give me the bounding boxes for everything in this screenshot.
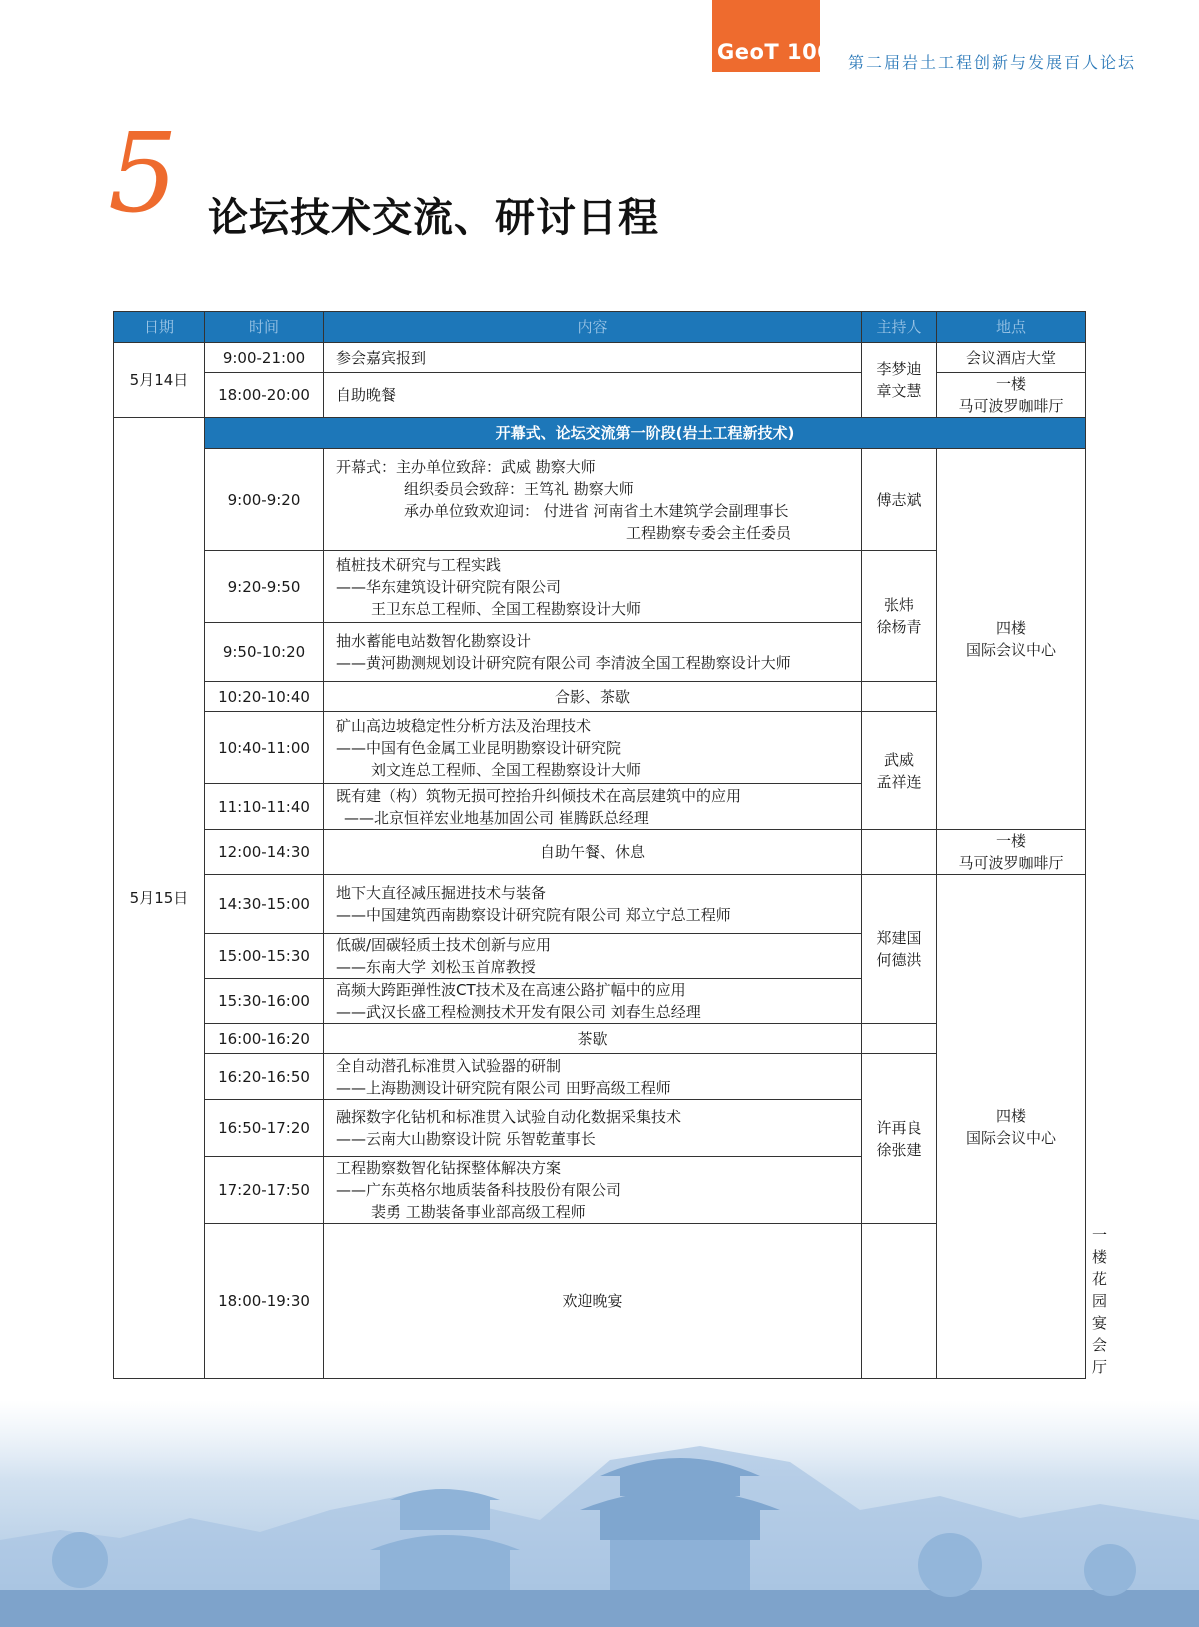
content-line: 高频大跨距弹性波CT技术及在高速公路扩幅中的应用 <box>336 981 686 999</box>
content-line: ——东南大学 刘松玉首席教授 <box>336 958 536 976</box>
content-line: ——武汉长盛工程检测技术开发有限公司 刘春生总经理 <box>336 1003 701 1021</box>
table-row <box>114 830 1086 875</box>
time-cell: 18:00-20:00 <box>205 373 324 418</box>
time-cell: 15:30-16:00 <box>205 979 324 1024</box>
content-cell <box>324 979 862 1024</box>
time-cell: 9:20-9:50 <box>205 551 324 623</box>
table-row <box>114 418 1086 449</box>
time-cell: 16:50-17:20 <box>205 1100 324 1157</box>
time-cell: 12:00-14:30 <box>205 830 324 875</box>
content-line: 刘文连总工程师、全国工程勘察设计大师 <box>371 760 642 779</box>
col-date: 日期 <box>114 312 205 343</box>
time-cell: 10:20-10:40 <box>205 682 324 712</box>
content-cell: 茶歇 <box>324 1024 862 1054</box>
content-line: 融探数字化钻机和标准贯入试验自动化数据采集技术 <box>336 1108 682 1126</box>
host-name: 张炜 <box>883 596 914 614</box>
host-name: 章文慧 <box>876 382 922 400</box>
col-time: 时间 <box>205 312 324 343</box>
host-name: 武威 <box>883 750 914 769</box>
section-number: 5 <box>108 109 178 237</box>
place-line: 一楼 <box>995 832 1026 850</box>
host-cell: 傅志斌 <box>862 449 937 551</box>
content-cell <box>324 875 862 934</box>
content-line: ——上海勘测设计研究院有限公司 田野高级工程师 <box>336 1078 671 1097</box>
table-row <box>114 343 1086 373</box>
content-line: ——云南大山勘察设计院 乐智乾董事长 <box>336 1130 596 1148</box>
section-title: 论坛技术交流、研讨日程 <box>208 195 659 241</box>
content-cell <box>324 784 862 830</box>
host-name: 何德洪 <box>876 951 922 969</box>
host-name: 郑建国 <box>876 929 922 947</box>
table-row <box>114 373 1086 418</box>
content-cell <box>324 712 862 784</box>
place-line: 马可波罗咖啡厅 <box>958 854 1064 872</box>
content-cell <box>324 1157 862 1224</box>
host-cell <box>862 1054 937 1224</box>
time-cell: 17:20-17:50 <box>205 1157 324 1224</box>
content-line: 植桩技术研究与工程实践 <box>336 555 502 574</box>
content-line: 矿山高边坡稳定性分析方法及治理技术 <box>336 716 592 735</box>
content-line: ——黄河勘测规划设计研究院有限公司 李清波全国工程勘察设计大师 <box>336 654 791 672</box>
col-host: 主持人 <box>862 312 937 343</box>
content-cell: 参会嘉宾报到 <box>324 343 862 373</box>
city-skyline-illustration <box>0 1400 1199 1627</box>
host-cell <box>862 1224 937 1379</box>
content-cell <box>324 1054 862 1100</box>
content-line: 承办单位致欢迎词： 付进省 河南省土木建筑学会副理事长 <box>404 501 789 520</box>
host-name: 徐杨青 <box>876 618 922 636</box>
forum-title: 第二届岩土工程创新与发展百人论坛 <box>848 53 1137 72</box>
table-row <box>114 449 1086 551</box>
place-line: 国际会议中心 <box>965 641 1056 659</box>
content-cell <box>324 1100 862 1157</box>
content-cell: 合影、茶歇 <box>324 682 862 712</box>
host-cell <box>862 1024 937 1054</box>
content-line: ——中国建筑西南勘察设计研究院有限公司 郑立宁总工程师 <box>336 906 731 924</box>
content-line: 抽水蓄能电站数智化勘察设计 <box>336 632 532 650</box>
content-line: 组织委员会致辞：王笃礼 勘察大师 <box>404 479 634 498</box>
table-row: 18:00-19:30 欢迎晚宴 一楼 花园宴会厅 <box>114 1224 1086 1379</box>
time-cell: 14:30-15:00 <box>205 875 324 934</box>
host-name: 孟祥连 <box>876 772 922 791</box>
place-cell <box>937 875 1086 1379</box>
time-cell: 16:20-16:50 <box>205 1054 324 1100</box>
schedule-table <box>113 311 1108 1379</box>
content-cell <box>324 934 862 979</box>
time-cell: 10:40-11:00 <box>205 712 324 784</box>
place-cell: 会议酒店大堂 <box>937 343 1086 373</box>
time-cell: 15:00-15:30 <box>205 934 324 979</box>
place-cell <box>937 373 1086 418</box>
place-cell <box>937 449 1086 830</box>
place-line: 马可波罗咖啡厅 <box>958 397 1064 415</box>
host-cell <box>862 712 937 830</box>
time-cell: 16:00-16:20 <box>205 1024 324 1054</box>
col-content: 内容 <box>324 312 862 343</box>
time-cell: 18:00-19:30 <box>205 1224 324 1379</box>
content-line: 低碳/固碳轻质土技术创新与应用 <box>336 936 552 954</box>
content-cell: 自助午餐、休息 <box>324 830 862 875</box>
host-name: 李梦迪 <box>876 360 922 378</box>
content-cell <box>324 623 862 682</box>
table-header-row <box>114 312 1086 343</box>
host-cell <box>862 343 937 418</box>
content-line: 既有建（构）筑物无损可控抬升纠倾技术在高层建筑中的应用 <box>336 786 742 805</box>
place-line: 一楼 <box>995 375 1026 393</box>
host-name: 徐张建 <box>876 1140 922 1159</box>
time-cell: 9:00-21:00 <box>205 343 324 373</box>
content-line: 王卫东总工程师、全国工程勘察设计大师 <box>371 599 642 618</box>
host-cell <box>862 682 937 712</box>
content-line: 工程勘察专委会主任委员 <box>626 523 792 542</box>
content-cell <box>324 551 862 623</box>
content-line: ——北京恒祥宏业地基加固公司 崔腾跃总经理 <box>344 808 649 827</box>
content-line: ——中国有色金属工业昆明勘察设计研究院 <box>336 738 622 757</box>
time-cell: 9:50-10:20 <box>205 623 324 682</box>
col-place: 地点 <box>937 312 1086 343</box>
place-line: 四楼 <box>995 1106 1026 1125</box>
place-cell <box>937 830 1086 875</box>
content-line: ——广东英格尔地质装备科技股份有限公司 <box>336 1181 622 1199</box>
place-line: 国际会议中心 <box>965 1128 1056 1147</box>
time-cell: 9:00-9:20 <box>205 449 324 551</box>
table-row <box>114 875 1086 934</box>
content-cell: 欢迎晚宴 <box>324 1224 862 1379</box>
content-cell: 自助晚餐 <box>324 373 862 418</box>
content-line: 地下大直径减压掘进技术与装备 <box>336 884 547 902</box>
content-line: 全自动潜孔标准贯入试验器的研制 <box>336 1056 562 1075</box>
content-cell <box>324 449 862 551</box>
time-cell: 11:10-11:40 <box>205 784 324 830</box>
content-line: ——华东建筑设计研究院有限公司 <box>336 577 562 596</box>
session-title: 开幕式、论坛交流第一阶段(岩土工程新技术) <box>205 418 1086 449</box>
host-name: 许再良 <box>876 1118 922 1137</box>
place-line: 四楼 <box>995 619 1026 637</box>
date-cell: 5月14日 <box>114 343 205 418</box>
host-cell <box>862 551 937 682</box>
content-line: 工程勘察数智化钻探整体解决方案 <box>336 1159 562 1177</box>
host-cell <box>862 830 937 875</box>
date-cell: 5月15日 <box>114 418 205 1379</box>
content-line: 开幕式：主办单位致辞：武威 勘察大师 <box>336 457 596 476</box>
content-line: 裴勇 工勘装备事业部高级工程师 <box>371 1203 586 1221</box>
logo: GeoT 100 <box>717 40 833 64</box>
host-cell <box>862 875 937 1024</box>
